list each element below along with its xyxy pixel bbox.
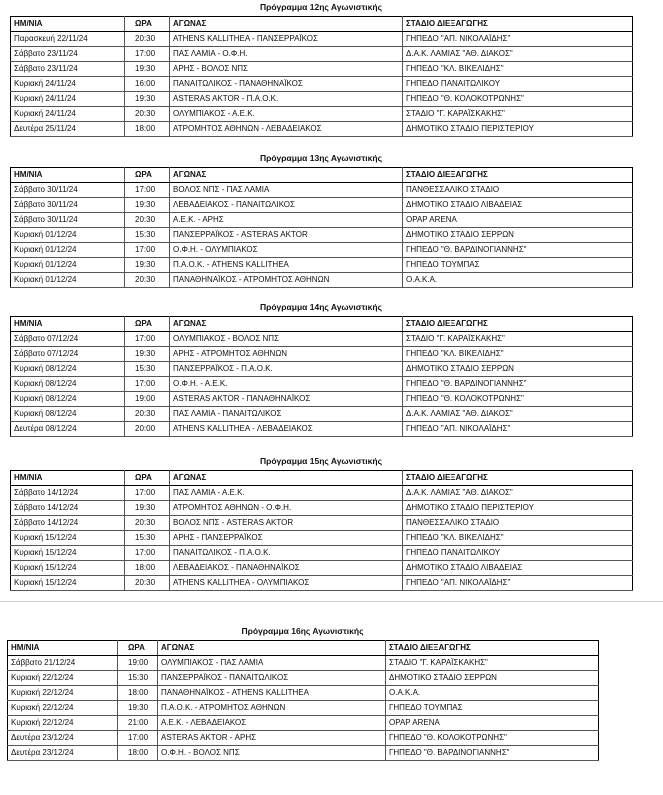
cell-date: Κυριακή 01/12/24 — [11, 243, 125, 258]
cell-stadium: ΔΗΜΟΤΙΚΟ ΣΤΑΔΙΟ ΣΕΡΡΩΝ — [403, 362, 633, 377]
cell-match: ATHENS KALLITHEA - ΛΕΒΑΔΕΙΑΚΟΣ — [170, 422, 403, 437]
cell-time: 17:00 — [125, 332, 170, 347]
cell-time: 17:00 — [118, 731, 158, 746]
round-title: Πρόγραμμα 13ης Αγωνιστικής — [259, 153, 383, 163]
table-row — [11, 47, 633, 62]
table-row — [11, 546, 633, 561]
schedule-table — [10, 167, 633, 288]
cell-match: ΑΡΗΣ - ΠΑΝΣΕΡΡΑΪΚΟΣ — [170, 531, 403, 546]
cell-time: 20:30 — [125, 407, 170, 422]
cell-date: Σάββατο 21/12/24 — [8, 656, 118, 671]
cell-match: Π.Α.Ο.Κ. - ΑΤΡΟΜΗΤΟΣ ΑΘΗΝΩΝ — [158, 701, 386, 716]
table-row — [11, 198, 633, 213]
cell-match: ASTERAS AKTOR - Π.Α.Ο.Κ. — [170, 92, 403, 107]
cell-match: ASTERAS AKTOR - ΑΡΗΣ — [158, 731, 386, 746]
cell-date: Δευτέρα 08/12/24 — [11, 422, 125, 437]
cell-date: Σάββατο 23/11/24 — [11, 47, 125, 62]
table-row — [11, 501, 633, 516]
cell-match: ΠΑΣ ΛΑΜΙΑ - Α.Ε.Κ. — [170, 486, 403, 501]
section-divider — [0, 601, 663, 602]
cell-match: Ο.Φ.Η. - Α.Ε.Κ. — [170, 377, 403, 392]
cell-time: 17:00 — [125, 183, 170, 198]
header-stadium: ΣΤΑΔΙΟ ΔΙΕΞΑΓΩΓΗΣ — [403, 317, 633, 332]
header-date: ΗΜ/ΝΙΑ — [11, 471, 125, 486]
cell-time: 19:30 — [125, 198, 170, 213]
cell-date: Κυριακή 24/11/24 — [11, 77, 125, 92]
cell-match: ΠΑΝΑΘΗΝΑΪΚΟΣ - ΑΤΡΟΜΗΤΟΣ ΑΘΗΝΩΝ — [170, 273, 403, 288]
cell-time: 18:00 — [125, 561, 170, 576]
cell-stadium: ΓΗΠΕΔΟ "ΚΛ. ΒΙΚΕΛΙΔΗΣ" — [403, 531, 633, 546]
cell-match: ATHENS KALLITHEA - ΠΑΝΣΕΡΡΑΪΚΟΣ — [170, 32, 403, 47]
table-row — [8, 686, 599, 701]
table-row — [8, 731, 599, 746]
table-row — [11, 92, 633, 107]
cell-stadium: ΠΑΝΘΕΣΣΑΛΙΚΟ ΣΤΑΔΙΟ — [403, 183, 633, 198]
cell-date: Σάββατο 30/11/24 — [11, 183, 125, 198]
table-row — [11, 32, 633, 47]
cell-stadium: ΔΗΜΟΤΙΚΟ ΣΤΑΔΙΟ ΠΕΡΙΣΤΕΡΙΟΥ — [403, 501, 633, 516]
header-match: ΑΓΩΝΑΣ — [170, 17, 403, 32]
header-match: ΑΓΩΝΑΣ — [170, 168, 403, 183]
cell-stadium: ΔΗΜΟΤΙΚΟ ΣΤΑΔΙΟ ΣΕΡΡΩΝ — [403, 228, 633, 243]
round-title: Πρόγραμμα 14ης Αγωνιστικής — [259, 302, 383, 312]
cell-match: ΠΑΝΑΙΤΩΛΙΚΟΣ - Π.Α.Ο.Κ. — [170, 546, 403, 561]
cell-match: ΑΤΡΟΜΗΤΟΣ ΑΘΗΝΩΝ - ΛΕΒΑΔΕΙΑΚΟΣ — [170, 122, 403, 137]
cell-date: Δευτέρα 23/12/24 — [8, 746, 118, 761]
cell-time: 20:30 — [125, 516, 170, 531]
cell-match: ΟΛΥΜΠΙΑΚΟΣ - ΠΑΣ ΛΑΜΙΑ — [158, 656, 386, 671]
table-row — [11, 531, 633, 546]
cell-stadium: OPAP ARENA — [403, 213, 633, 228]
schedule-table — [7, 640, 599, 761]
schedule-table — [10, 316, 633, 437]
table-row — [11, 213, 633, 228]
table-row — [8, 671, 599, 686]
table-row — [11, 347, 633, 362]
cell-stadium: ΓΗΠΕΔΟ ΠΑΝΑΙΤΩΛΙΚΟΥ — [403, 546, 633, 561]
cell-date: Κυριακή 08/12/24 — [11, 392, 125, 407]
table-row — [8, 716, 599, 731]
table-header-row — [11, 17, 633, 32]
cell-time: 17:00 — [125, 243, 170, 258]
cell-time: 18:00 — [118, 746, 158, 761]
cell-date: Κυριακή 24/11/24 — [11, 107, 125, 122]
cell-stadium: ΓΗΠΕΔΟ "Θ. ΒΑΡΔΙΝΟΓΙΑΝΝΗΣ" — [403, 243, 633, 258]
table-header-row — [11, 168, 633, 183]
table-row — [8, 701, 599, 716]
cell-stadium: ΓΗΠΕΔΟ "ΑΠ. ΝΙΚΟΛΑΪΔΗΣ" — [403, 422, 633, 437]
table-header-row — [11, 317, 633, 332]
round-title: Πρόγραμμα 16ης Αγωνιστικής — [241, 626, 364, 636]
header-date: ΗΜ/ΝΙΑ — [8, 641, 118, 656]
table-row — [11, 258, 633, 273]
cell-time: 19:30 — [125, 92, 170, 107]
cell-stadium: ΔΗΜΟΤΙΚΟ ΣΤΑΔΙΟ ΛΙΒΑΔΕΙΑΣ — [403, 198, 633, 213]
cell-time: 19:30 — [125, 62, 170, 77]
cell-date: Κυριακή 08/12/24 — [11, 362, 125, 377]
cell-stadium: ΓΗΠΕΔΟ "Θ. ΚΟΛΟΚΟΤΡΩΝΗΣ" — [403, 392, 633, 407]
cell-stadium: ΣΤΑΔΙΟ "Γ. ΚΑΡΑΪΣΚΑΚΗΣ" — [386, 656, 599, 671]
cell-time: 19:30 — [118, 701, 158, 716]
cell-date: Κυριακή 01/12/24 — [11, 273, 125, 288]
cell-time: 19:00 — [118, 656, 158, 671]
table-row — [11, 377, 633, 392]
table-row — [11, 407, 633, 422]
header-stadium: ΣΤΑΔΙΟ ΔΙΕΞΑΓΩΓΗΣ — [386, 641, 599, 656]
cell-match: ΒΟΛΟΣ ΝΠΣ - ΠΑΣ ΛΑΜΙΑ — [170, 183, 403, 198]
cell-match: ΑΡΗΣ - ΑΤΡΟΜΗΤΟΣ ΑΘΗΝΩΝ — [170, 347, 403, 362]
cell-time: 20:00 — [125, 422, 170, 437]
cell-date: Σάββατο 14/12/24 — [11, 516, 125, 531]
cell-stadium: ΠΑΝΘΕΣΣΑΛΙΚΟ ΣΤΑΔΙΟ — [403, 516, 633, 531]
cell-match: ΠΑΝΑΙΤΩΛΙΚΟΣ - ΠΑΝΑΘΗΝΑΪΚΟΣ — [170, 77, 403, 92]
cell-date: Κυριακή 22/12/24 — [8, 701, 118, 716]
table-row — [11, 332, 633, 347]
cell-stadium: ΓΗΠΕΔΟ "ΚΛ. ΒΙΚΕΛΙΔΗΣ" — [403, 347, 633, 362]
cell-date: Κυριακή 22/12/24 — [8, 686, 118, 701]
table-row — [11, 183, 633, 198]
header-date: ΗΜ/ΝΙΑ — [11, 17, 125, 32]
cell-stadium: ΓΗΠΕΔΟ "ΑΠ. ΝΙΚΟΛΑΪΔΗΣ" — [403, 576, 633, 591]
cell-time: 17:00 — [125, 546, 170, 561]
cell-date: Παρασκευή 22/11/24 — [11, 32, 125, 47]
cell-time: 20:30 — [125, 107, 170, 122]
cell-stadium: ΔΗΜΟΤΙΚΟ ΣΤΑΔΙΟ ΛΙΒΑΔΕΙΑΣ — [403, 561, 633, 576]
cell-date: Κυριακή 15/12/24 — [11, 576, 125, 591]
table-row — [11, 273, 633, 288]
cell-time: 15:30 — [118, 671, 158, 686]
cell-stadium: ΓΗΠΕΔΟ "ΑΠ. ΝΙΚΟΛΑΪΔΗΣ" — [403, 32, 633, 47]
schedule-table — [10, 16, 633, 137]
cell-match: Ο.Φ.Η. - ΟΛΥΜΠΙΑΚΟΣ — [170, 243, 403, 258]
cell-stadium: ΓΗΠΕΔΟ ΤΟΥΜΠΑΣ — [386, 701, 599, 716]
cell-time: 15:30 — [125, 362, 170, 377]
header-time: ΩΡΑ — [125, 17, 170, 32]
table-header-row — [8, 641, 599, 656]
cell-stadium: Ο.Α.Κ.Α. — [403, 273, 633, 288]
cell-time: 19:30 — [125, 258, 170, 273]
header-match: ΑΓΩΝΑΣ — [158, 641, 386, 656]
cell-date: Κυριακή 24/11/24 — [11, 92, 125, 107]
cell-stadium: ΓΗΠΕΔΟ "Θ. ΚΟΛΟΚΟΤΡΩΝΗΣ" — [403, 92, 633, 107]
cell-date: Σάββατο 07/12/24 — [11, 332, 125, 347]
cell-date: Σάββατο 30/11/24 — [11, 198, 125, 213]
header-time: ΩΡΑ — [125, 168, 170, 183]
header-stadium: ΣΤΑΔΙΟ ΔΙΕΞΑΓΩΓΗΣ — [403, 17, 633, 32]
cell-time: 19:30 — [125, 347, 170, 362]
cell-match: ΛΕΒΑΔΕΙΑΚΟΣ - ΠΑΝΑΙΤΩΛΙΚΟΣ — [170, 198, 403, 213]
cell-stadium: ΓΗΠΕΔΟ "Θ. ΒΑΡΔΙΝΟΓΙΑΝΝΗΣ" — [386, 746, 599, 761]
cell-date: Σάββατο 14/12/24 — [11, 501, 125, 516]
cell-match: Ο.Φ.Η. - ΒΟΛΟΣ ΝΠΣ — [158, 746, 386, 761]
cell-stadium: ΣΤΑΔΙΟ "Γ. ΚΑΡΑΪΣΚΑΚΗΣ" — [403, 332, 633, 347]
cell-match: ATHENS KALLITHEA - ΟΛΥΜΠΙΑΚΟΣ — [170, 576, 403, 591]
cell-stadium: ΓΗΠΕΔΟ "Θ. ΚΟΛΟΚΟΤΡΩΝΗΣ" — [386, 731, 599, 746]
table-row — [11, 561, 633, 576]
cell-stadium: ΔΗΜΟΤΙΚΟ ΣΤΑΔΙΟ ΣΕΡΡΩΝ — [386, 671, 599, 686]
cell-date: Σάββατο 14/12/24 — [11, 486, 125, 501]
cell-stadium: ΣΤΑΔΙΟ "Γ. ΚΑΡΑΪΣΚΑΚΗΣ" — [403, 107, 633, 122]
cell-match: ΑΤΡΟΜΗΤΟΣ ΑΘΗΝΩΝ - Ο.Φ.Η. — [170, 501, 403, 516]
round-title: Πρόγραμμα 15ης Αγωνιστικής — [259, 456, 383, 466]
cell-match: ΟΛΥΜΠΙΑΚΟΣ - Α.Ε.Κ. — [170, 107, 403, 122]
cell-time: 20:30 — [125, 32, 170, 47]
table-row — [11, 228, 633, 243]
cell-date: Κυριακή 15/12/24 — [11, 531, 125, 546]
cell-date: Δευτέρα 25/11/24 — [11, 122, 125, 137]
cell-stadium: ΓΗΠΕΔΟ "ΚΛ. ΒΙΚΕΛΙΔΗΣ" — [403, 62, 633, 77]
table-row — [8, 746, 599, 761]
cell-stadium: ΓΗΠΕΔΟ "Θ. ΒΑΡΔΙΝΟΓΙΑΝΝΗΣ" — [403, 377, 633, 392]
cell-date: Κυριακή 15/12/24 — [11, 546, 125, 561]
cell-time: 15:30 — [125, 228, 170, 243]
table-row — [11, 362, 633, 377]
header-time: ΩΡΑ — [125, 317, 170, 332]
cell-match: Π.Α.Ο.Κ. - ATHENS KALLITHEA — [170, 258, 403, 273]
cell-date: Κυριακή 01/12/24 — [11, 228, 125, 243]
table-row — [11, 62, 633, 77]
cell-date: Σάββατο 07/12/24 — [11, 347, 125, 362]
cell-stadium: Δ.Α.Κ. ΛΑΜΙΑΣ "ΑΘ. ΔΙΑΚΟΣ" — [403, 407, 633, 422]
cell-date: Κυριακή 08/12/24 — [11, 377, 125, 392]
cell-time: 20:30 — [125, 273, 170, 288]
cell-match: ΒΟΛΟΣ ΝΠΣ - ASTERAS AKTOR — [170, 516, 403, 531]
cell-time: 17:00 — [125, 377, 170, 392]
header-date: ΗΜ/ΝΙΑ — [11, 317, 125, 332]
cell-match: ΠΑΣ ΛΑΜΙΑ - ΠΑΝΑΙΤΩΛΙΚΟΣ — [170, 407, 403, 422]
cell-match: ΠΑΣ ΛΑΜΙΑ - Ο.Φ.Η. — [170, 47, 403, 62]
header-stadium: ΣΤΑΔΙΟ ΔΙΕΞΑΓΩΓΗΣ — [403, 471, 633, 486]
cell-stadium: Δ.Α.Κ. ΛΑΜΙΑΣ "ΑΘ. ΔΙΑΚΟΣ" — [403, 486, 633, 501]
table-row — [11, 516, 633, 531]
table-row — [11, 243, 633, 258]
header-time: ΩΡΑ — [125, 471, 170, 486]
schedule-table — [10, 470, 633, 591]
cell-stadium: ΔΗΜΟΤΙΚΟ ΣΤΑΔΙΟ ΠΕΡΙΣΤΕΡΙΟΥ — [403, 122, 633, 137]
round-title: Πρόγραμμα 12ης Αγωνιστικής — [259, 2, 383, 12]
cell-match: Α.Ε.Κ. - ΛΕΒΑΔΕΙΑΚΟΣ — [158, 716, 386, 731]
cell-date: Κυριακή 01/12/24 — [11, 258, 125, 273]
cell-date: Σάββατο 30/11/24 — [11, 213, 125, 228]
table-row — [11, 392, 633, 407]
cell-stadium: Ο.Α.Κ.Α. — [386, 686, 599, 701]
cell-stadium: Δ.Α.Κ. ΛΑΜΙΑΣ "ΑΘ. ΔΙΑΚΟΣ" — [403, 47, 633, 62]
cell-match: ΠΑΝΑΘΗΝΑΪΚΟΣ - ATHENS KALLITHEA — [158, 686, 386, 701]
cell-time: 15:30 — [125, 531, 170, 546]
cell-match: ASTERAS AKTOR - ΠΑΝΑΘΗΝΑΪΚΟΣ — [170, 392, 403, 407]
cell-time: 18:00 — [118, 686, 158, 701]
table-row — [11, 576, 633, 591]
cell-time: 17:00 — [125, 47, 170, 62]
cell-stadium: ΓΗΠΕΔΟ ΠΑΝΑΙΤΩΛΙΚΟΥ — [403, 77, 633, 92]
cell-match: ΟΛΥΜΠΙΑΚΟΣ - ΒΟΛΟΣ ΝΠΣ — [170, 332, 403, 347]
cell-match: ΠΑΝΣΕΡΡΑΪΚΟΣ - ASTERAS AKTOR — [170, 228, 403, 243]
header-stadium: ΣΤΑΔΙΟ ΔΙΕΞΑΓΩΓΗΣ — [403, 168, 633, 183]
table-row — [11, 486, 633, 501]
cell-match: Α.Ε.Κ. - ΑΡΗΣ — [170, 213, 403, 228]
table-header-row — [11, 471, 633, 486]
table-row — [11, 122, 633, 137]
cell-date: Κυριακή 15/12/24 — [11, 561, 125, 576]
cell-time: 19:00 — [125, 392, 170, 407]
cell-date: Σάββατο 23/11/24 — [11, 62, 125, 77]
header-match: ΑΓΩΝΑΣ — [170, 317, 403, 332]
table-row — [8, 656, 599, 671]
cell-time: 16:00 — [125, 77, 170, 92]
cell-time: 21:00 — [118, 716, 158, 731]
cell-stadium: ΓΗΠΕΔΟ ΤΟΥΜΠΑΣ — [403, 258, 633, 273]
header-date: ΗΜ/ΝΙΑ — [11, 168, 125, 183]
cell-time: 20:30 — [125, 576, 170, 591]
cell-date: Κυριακή 22/12/24 — [8, 671, 118, 686]
header-time: ΩΡΑ — [118, 641, 158, 656]
cell-match: ΛΕΒΑΔΕΙΑΚΟΣ - ΠΑΝΑΘΗΝΑΪΚΟΣ — [170, 561, 403, 576]
cell-date: Δευτέρα 23/12/24 — [8, 731, 118, 746]
table-row — [11, 77, 633, 92]
cell-time: 17:00 — [125, 486, 170, 501]
cell-stadium: OPAP ARENA — [386, 716, 599, 731]
cell-time: 19:30 — [125, 501, 170, 516]
cell-date: Κυριακή 22/12/24 — [8, 716, 118, 731]
header-match: ΑΓΩΝΑΣ — [170, 471, 403, 486]
cell-time: 20:30 — [125, 213, 170, 228]
cell-match: ΠΑΝΣΕΡΡΑΪΚΟΣ - Π.Α.Ο.Κ. — [170, 362, 403, 377]
table-row — [11, 422, 633, 437]
cell-match: ΑΡΗΣ - ΒΟΛΟΣ ΝΠΣ — [170, 62, 403, 77]
cell-time: 18:00 — [125, 122, 170, 137]
cell-date: Κυριακή 08/12/24 — [11, 407, 125, 422]
cell-match: ΠΑΝΣΕΡΡΑΪΚΟΣ - ΠΑΝΑΙΤΩΛΙΚΟΣ — [158, 671, 386, 686]
table-row — [11, 107, 633, 122]
